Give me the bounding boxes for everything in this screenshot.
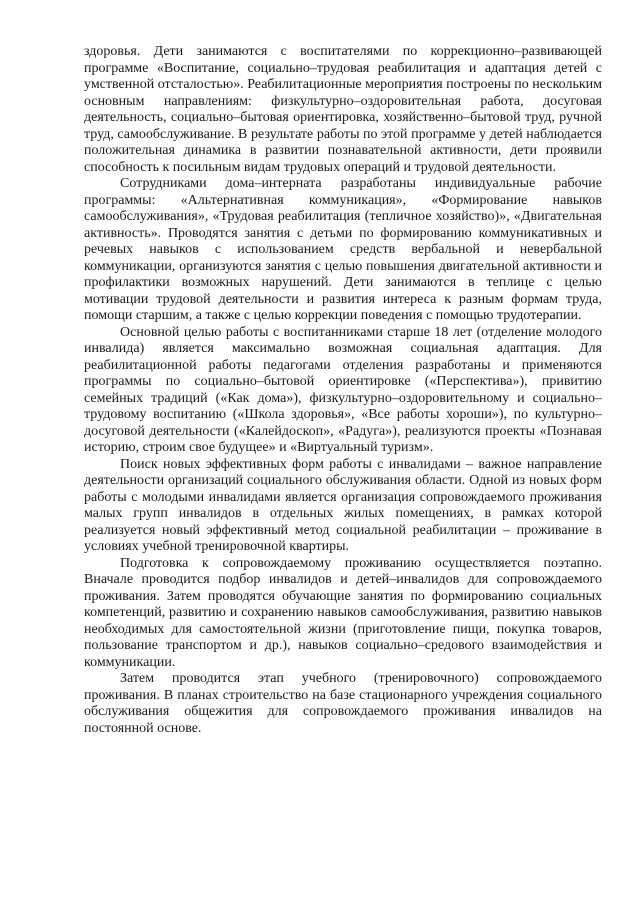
paragraph-2: Сотрудниками дома–интерната разработаны индивидуальные рабочие программы: «Альтернативная коммуникация», «Формирование навыков самообслуживания», «Трудовая реабилитация (тепличное хозяйство)», «Двигательная активность». Проводятся занятия с детьми по формированию коммуникативных и речевых навыков с использованием средств вербальной и невербальной коммуникации, организуются занятия с целью повышения двигательной активности и профилактики возможных нарушений. Дети занимаются в теплице с целью мотивации трудовой деятельности и развития интереса к разным формам труда, помощи старшим, а также с целью коррекции поведения с помощью трудотерапии. <box>84 176 602 323</box>
paragraph-3: Основной целью работы с воспитанниками старше 18 лет (отделение молодого инвалида) является максимально возможная социальная адаптация. Для реабилитационной работы педагогами отделения разработаны и применяются программы по социально–бытовой ориентировке («Перспектива»), привитию семейных традиций («Как дома»), физкультурно–оздоровительному и социально–трудовому воспитанию («Школа здоровья», «Все работы хороши»), по культурно–досуговой деятельности («Калейдоскоп», «Радуга»), реализуются проекты «Познавая историю, строим свое будущее» и «Виртуальный туризм». <box>84 324 602 455</box>
paragraph-1: здоровья. Дети занимаются с воспитателями по коррекционно–развивающей программе «Воспитание, социально–трудовая реабилитация и адаптация детей с умственной отсталостью». Реабилитационные мероприятия построены по нескольким основным направлениям: физкультурно–оздоровительная работа, досуговая деятельность, социально–бытовая ориентировка, хозяйственно–бытовой труд, ручной труд, самообслуживание. В результате работы по этой программе у детей наблюдается положительная динамика в развитии познавательной активности, дети проявили способность к посильным видам трудовых операций и трудовой деятельности. <box>84 44 602 175</box>
paragraph-5: Подготовка к сопровождаемому проживанию осуществляется поэтапно. Вначале проводится подбор инвалидов и детей–инвалидов для сопровождаемого проживания. Затем проводятся обучающие занятия по формированию социальных компетенций, развитию и сохранению навыков самообслуживания, развитию навыков необходимых для самостоятельной жизни (приготовление пищи, покупка товаров, пользование транспортом и др.), навыков социально–средового взаимодействия и коммуникации. <box>84 555 602 670</box>
paragraph-6: Затем проводится этап учебного (тренировочного) сопровождаемого проживания. В планах строительство на базе стационарного учреждения социального обслуживания общежития для сопровождаемого проживания инвалидов на постоянной основе. <box>84 671 602 736</box>
paragraph-4: Поиск новых эффективных форм работы с инвалидами – важное направление деятельности организаций социального обслуживания области. Одной из новых форм работы с молодыми инвалидами является организация сопровождаемого проживания малых групп инвалидов в отдельных жилых помещениях, в рамках которой реализуется новый эффективный метод социальной реабилитации – проживание в условиях учебной тренировочной квартиры. <box>84 456 602 554</box>
